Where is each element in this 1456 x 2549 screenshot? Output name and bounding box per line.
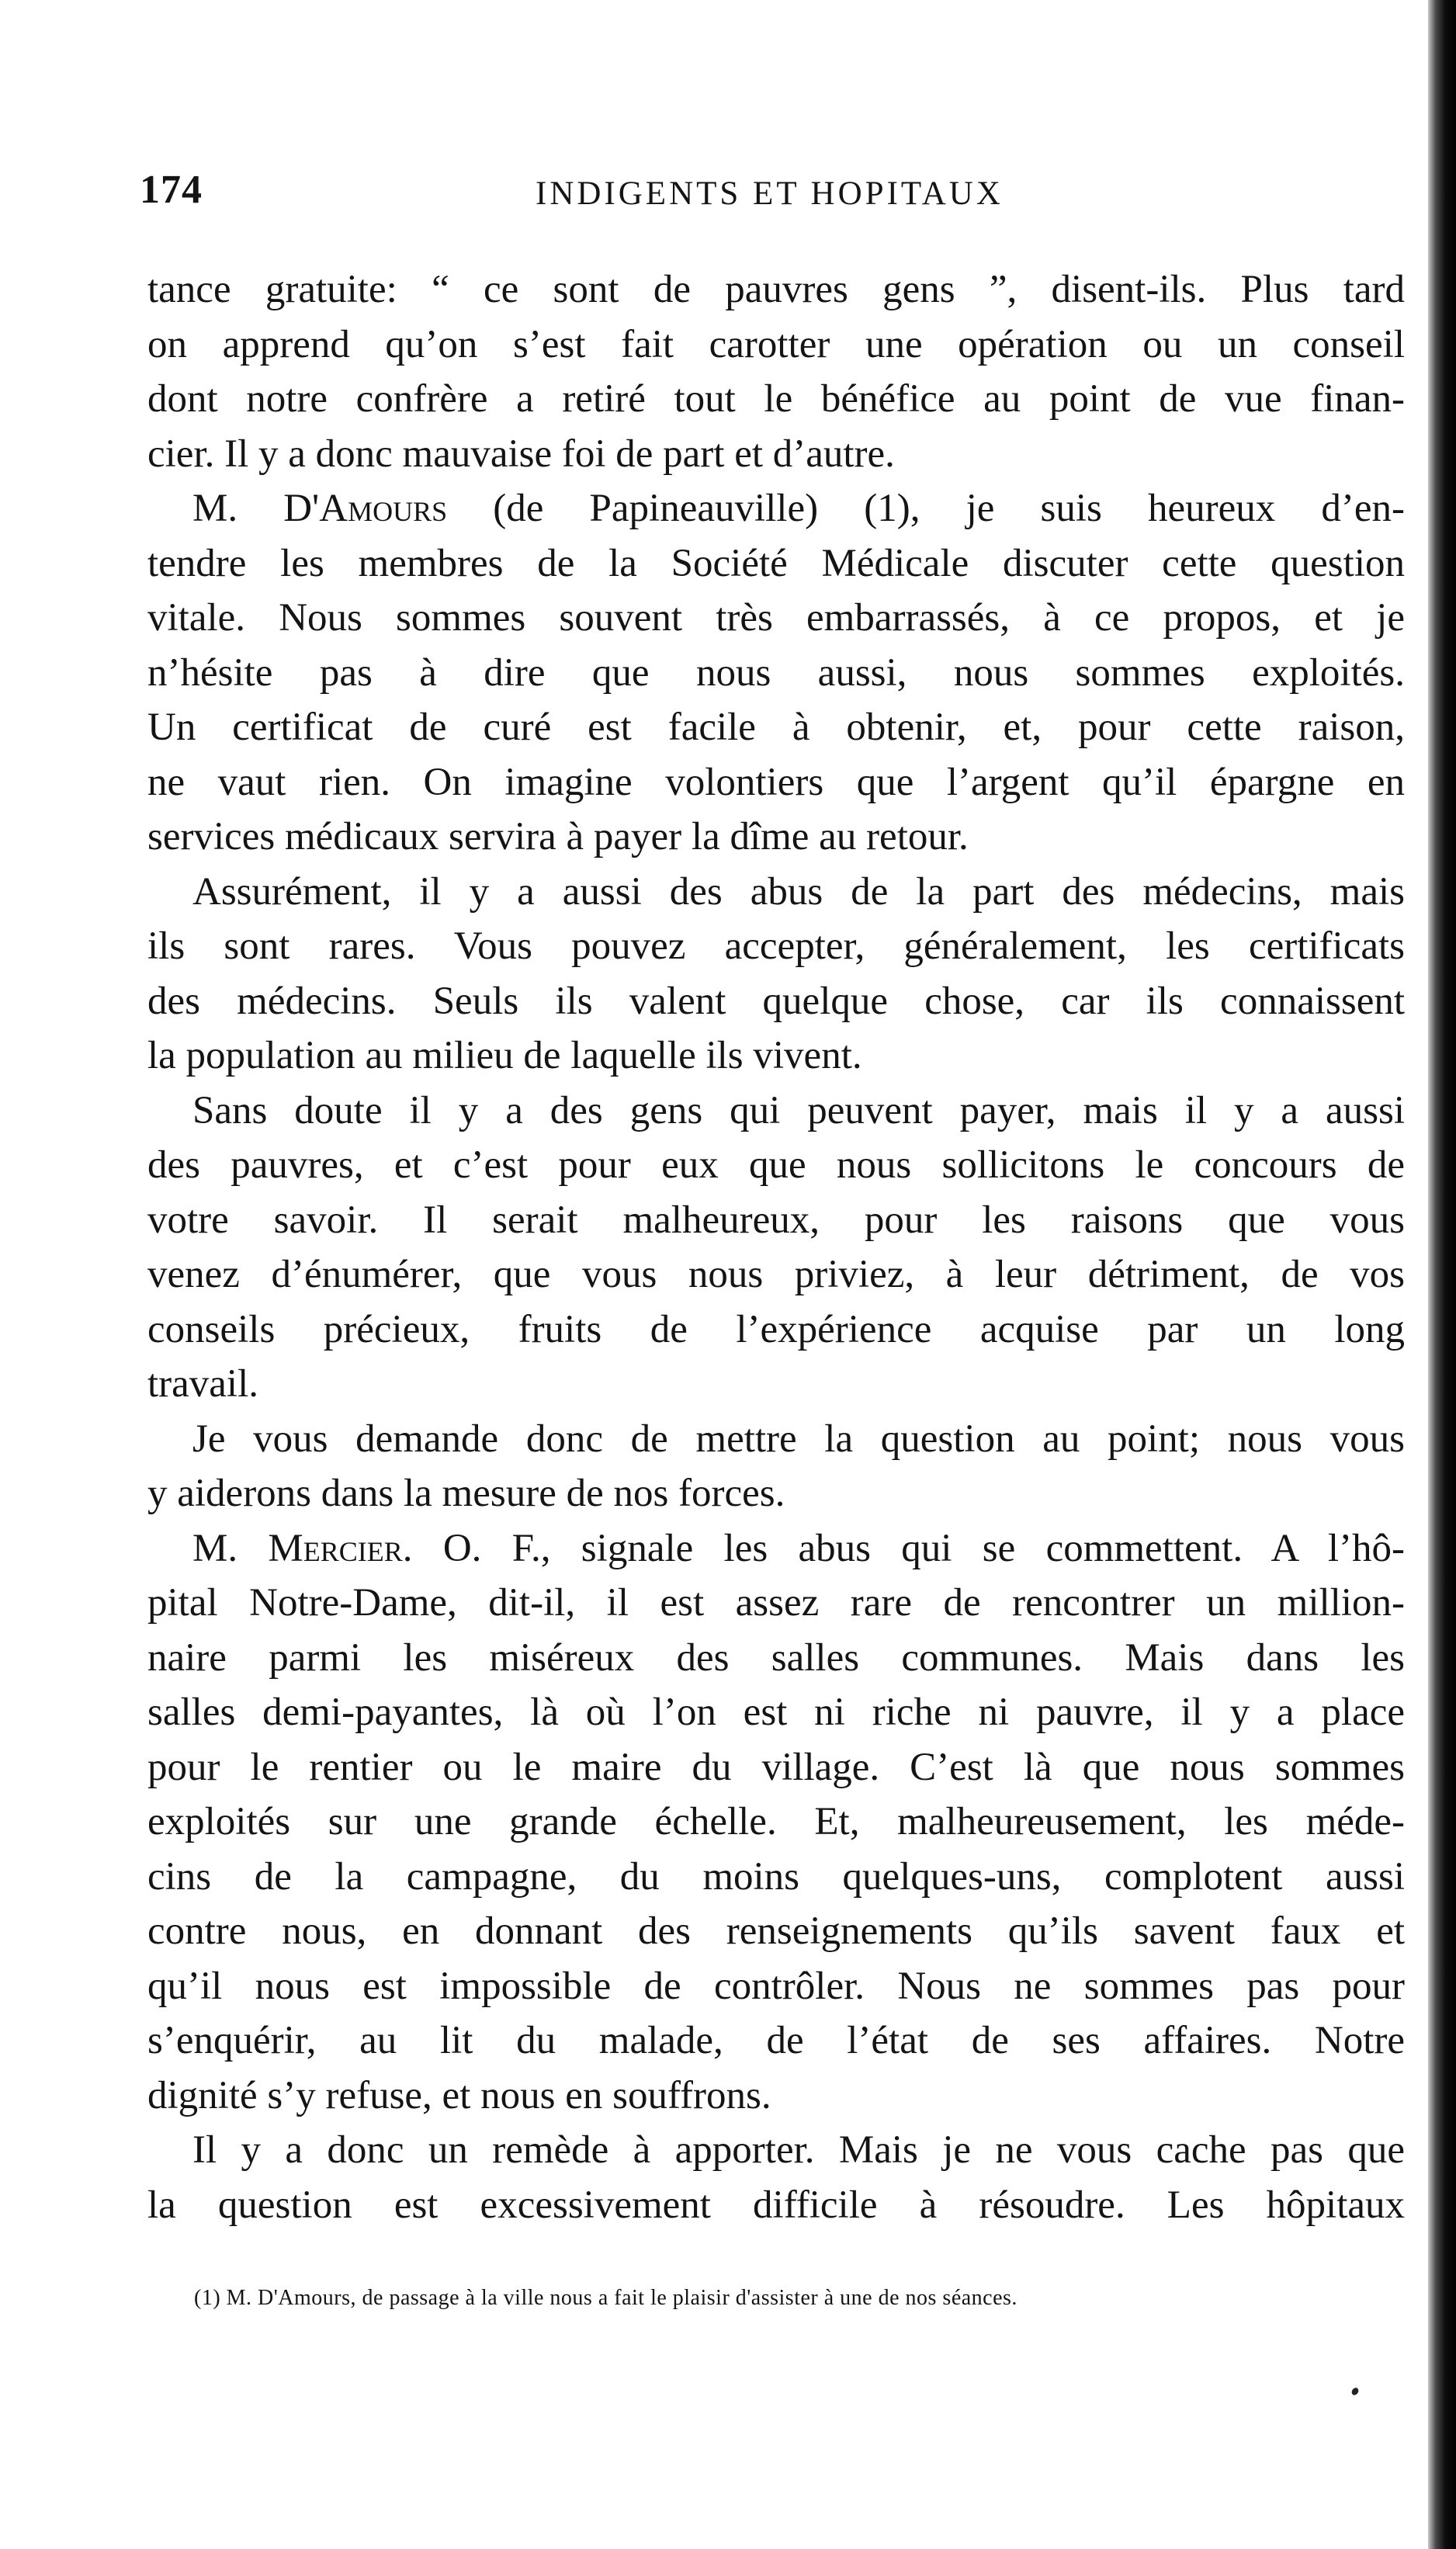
text-line: ne vaut rien. On imagine volontiers que l’argent qu’il épargne en <box>147 760 1405 804</box>
text-line: tendre les membres de la Société Médicale discuter cette question <box>147 541 1405 585</box>
running-title: INDIGENTS ET HOPITAUX <box>536 175 1004 212</box>
text-line: dignité s’y refuse, et nous en souffrons. <box>147 2073 771 2117</box>
text-line: la question est excessivement difficile à résoudre. Les hôpitaux <box>147 2183 1405 2227</box>
text-line <box>147 481 1405 536</box>
text-line: M. Mercier. O. F., signale les abus qui se commettent. A l’hô- <box>192 1526 1406 1570</box>
text-line: venez d’énumérer, que vous nous priviez, à leur détriment, de vos <box>147 1253 1405 1296</box>
text-line: s’enquérir, au lit du malade, de l’état de ses affaires. Notre <box>147 2019 1405 2062</box>
text-line: pital Notre-Dame, dit-il, il est assez rare de rencontrer un million- <box>147 1581 1405 1625</box>
text-line-content: (de Papineauville) (1), je suis heureux d’en- <box>493 487 1405 530</box>
text-line: naire parmi les miséreux des salles communes. Mais dans les <box>147 1635 1405 1680</box>
page-number: 174 <box>140 168 203 212</box>
text-line: Il y a donc un remède à apporter. Mais je ne vous cache pas que <box>192 2128 1405 2172</box>
paragraph <box>147 2123 1405 2232</box>
paragraph <box>147 262 1405 481</box>
paragraph <box>147 481 1405 865</box>
ink-speck <box>1350 2387 1360 2397</box>
text-line: conseils précieux, fruits de l’expérience acquise par un long <box>147 1307 1405 1351</box>
text-line: y aiderons dans la mesure de nos forces. <box>147 1472 785 1515</box>
text-line: la population au milieu de laquelle ils vivent. <box>147 1034 862 1077</box>
text-line: cier. Il y a donc mauvaise foi de part et d’autre. <box>147 432 895 476</box>
text-line: salles demi-payantes, là où l’on est ni riche ni pauvre, il y a place <box>147 1691 1405 1734</box>
text-line: des médecins. Seuls ils valent quelque chose, car ils connaissent <box>147 979 1405 1023</box>
speaker-name: M. D'Amours <box>192 487 448 530</box>
text-line-content: O. F., signale les abus qui se commettent. A l’hô- <box>442 1526 1406 1570</box>
text-line: contre nous, en donnant des renseignements qu’ils savent faux et <box>147 1909 1405 1953</box>
paragraph <box>147 1412 1405 1521</box>
paragraph <box>147 1084 1405 1412</box>
text-line: ils sont rares. Vous pouvez accepter, généralement, les certificats <box>147 924 1405 968</box>
text-line: des pauvres, et c’est pour eux que nous sollicitons le concours de <box>147 1143 1405 1187</box>
text-line: dont notre confrère a retiré tout le bénéfice au point de vue finan- <box>147 377 1405 421</box>
text-line: Assurément, il y a aussi des abus de la part des médecins, mais <box>192 869 1405 914</box>
text-line: qu’il nous est impossible de contrôler. Nous ne sommes pas pour <box>147 1964 1405 2008</box>
text-line: pour le rentier ou le maire du village. C’est là que nous sommes <box>147 1745 1405 1789</box>
text-line: Un certificat de curé est facile à obtenir, et, pour cette raison, <box>147 706 1405 749</box>
text-line: n’hésite pas à dire que nous aussi, nous sommes exploités. <box>147 650 1405 695</box>
speaker-name: M. Mercier <box>192 1526 403 1570</box>
paragraph <box>147 1521 1405 2124</box>
text-line: votre savoir. Il serait malheureux, pour les raisons que vous <box>147 1198 1405 1242</box>
text-line: on apprend qu’on s’est fait carotter une opération ou un conseil <box>147 322 1405 366</box>
text-line: tance gratuite: “ ce sont de pauvres gens ”, disent-ils. Plus tard <box>147 268 1405 311</box>
text-line: cins de la campagne, du moins quelques-uns, complotent aussi <box>147 1854 1405 1899</box>
text-line: Je vous demande donc de mettre la question au point; nous vous <box>192 1417 1405 1461</box>
footnote: (1) M. D'Amours, de passage à la ville nous a fait le plaisir d'assister à une de nos séances. <box>194 2286 1017 2310</box>
paragraph <box>147 865 1405 1084</box>
text-line: exploités sur une grande échelle. Et, malheureusement, les méde- <box>147 1800 1405 1843</box>
text-line: vitale. Nous sommes souvent très embarrassés, à ce propos, et je <box>147 596 1405 640</box>
text-line: Sans doute il y a des gens qui peuvent payer, mais il y a aussi <box>192 1088 1405 1132</box>
text-line: travail. <box>147 1362 259 1406</box>
page-header <box>140 167 1405 221</box>
body-text <box>147 262 1405 2232</box>
page-binding-edge <box>1428 0 1456 2549</box>
text-line: services médicaux servira à payer la dîme au retour. <box>147 815 969 858</box>
